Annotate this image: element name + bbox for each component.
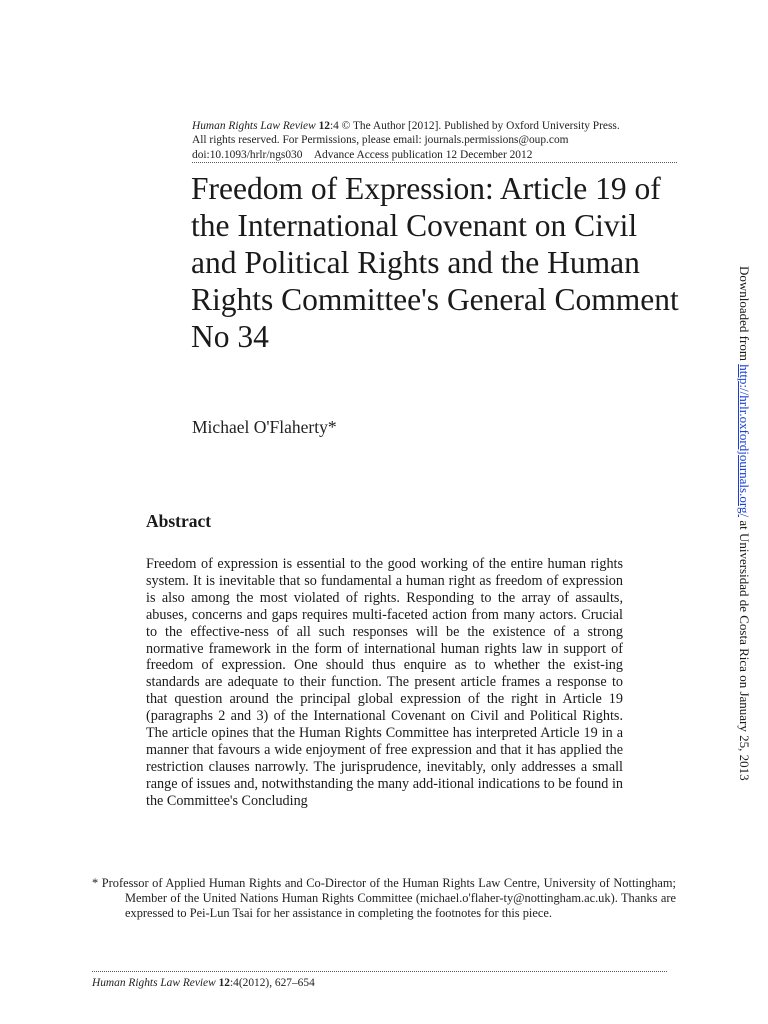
doi: doi:10.1093/hrlr/ngs030 [192,148,303,161]
abstract-body: Freedom of expression is essential to the good working of the entire human rights system. It is inevitable that so fundamental a human right as freedom of expression is also among the most violated of rights. Responding to the array of assaults, abuses, concerns and gaps requires multi-faceted action from many actors. Crucial to the effective-ness of all such responses will be the existence of a strong normative framework in the form of international human rights law in support of freedom of expression. One should thus enquire as to whether the exist-ing standards are adequate to their function. The present article frames a response to that question around the principal global expression of the right in Article 19 (paragraphs 2 and 3) of the International Covenant on Civil and Political Rights. The article opines that the Human Rights Committee has interpreted Article 19 in a manner that favours a wide enjoyment of free expression and that it has applied the restriction clauses narrowly. The jurisprudence, inevitably, only addresses a small range of issues and, notwithstanding the many add-itional indications to be found in the Committee's Concluding [146,556,623,809]
download-stamp [736,266,752,781]
header-line-1 [192,119,677,133]
footer-divider [92,971,667,972]
footer-journal-name: Human Rights Law Review [92,977,216,989]
journal-volume: 12 [318,120,330,132]
stamp-suffix: at Universidad de Costa Rica on January 25, 2013 [737,517,752,781]
page-footer [92,977,315,989]
footnote-text: * Professor of Applied Human Rights and Co-Director of the Human Rights Law Centre, University of Nottingham; Member of the United Nations Human Rights Committee (michael.o'flaher-ty@nottingham.ac.uk). Thanks are expressed to Pei-Lun Tsai for her assistance in completing the footnotes for this piece. [92,876,676,921]
stamp-prefix: Downloaded from [737,266,752,365]
journal-header [192,119,677,162]
abstract-heading: Abstract [146,511,212,531]
header-line-2: All rights reserved. For Permissions, please email: journals.permissions@oup.com [192,134,569,147]
footer-volume: 12 [218,977,230,989]
header-issue-copyright: :4 © The Author [2012]. Published by Oxford University Press. [329,120,620,132]
header-line-3 [192,148,677,162]
journal-name: Human Rights Law Review [192,120,316,132]
footer-pages: :4(2012), 627–654 [229,977,315,989]
advance-access: Advance Access publication 12 December 2012 [313,148,533,161]
header-divider [192,162,677,163]
article-title: Freedom of Expression: Article 19 of the International Covenant on Civil and Political Rights and the Human Rights Committee's General Comment No 34 [191,171,679,354]
stamp-link[interactable]: http://hrlr.oxfordjournals.org/ [737,364,752,518]
author-name: Michael O'Flaherty* [192,417,337,437]
footnote [92,876,676,921]
